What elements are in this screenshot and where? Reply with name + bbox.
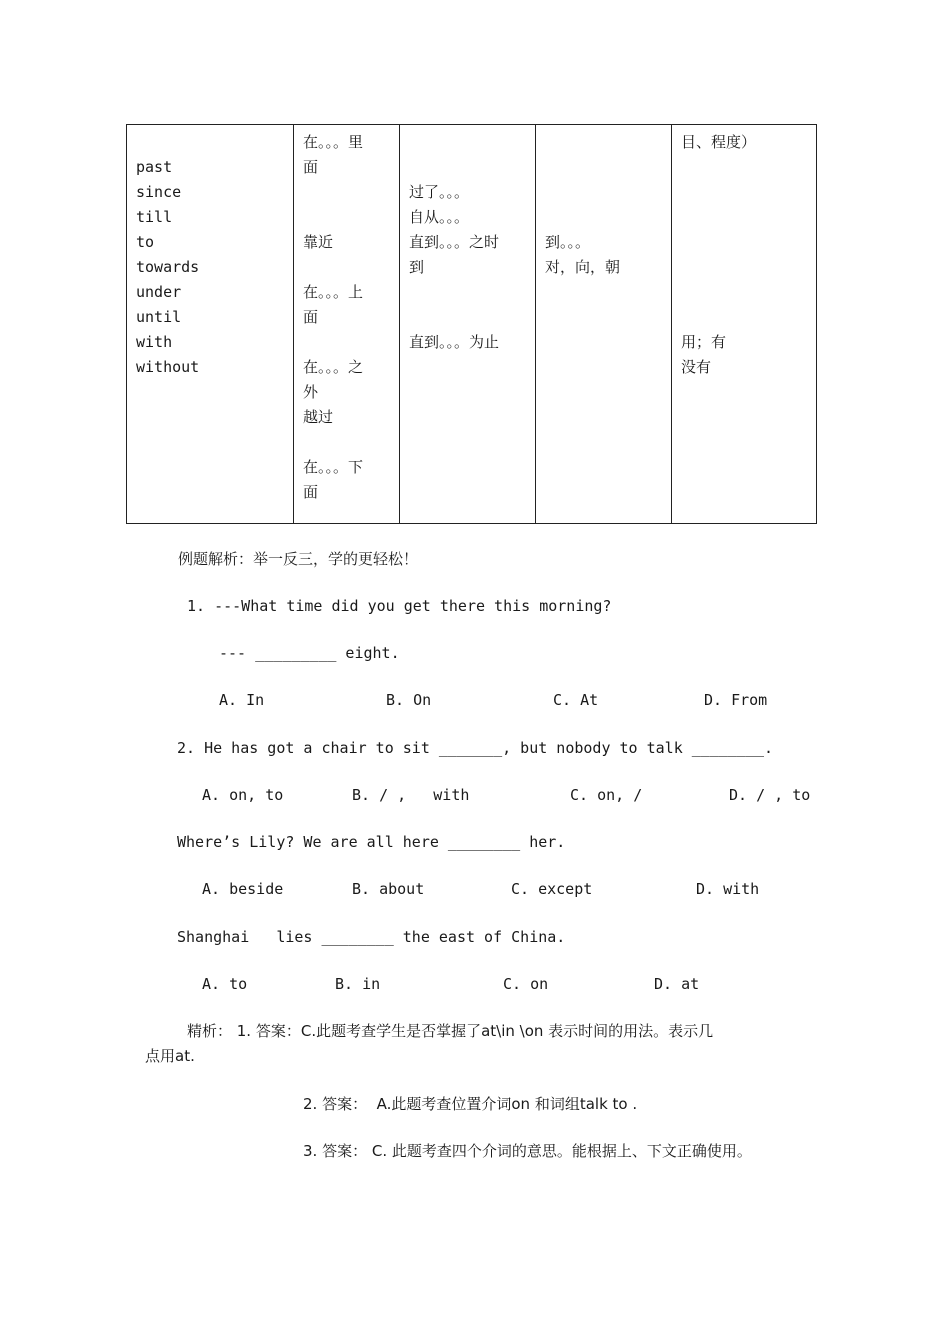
table-cell-line: 目、程度） — [681, 133, 757, 151]
table-cell-line — [681, 205, 812, 230]
question-2-option-a: A. on, to — [202, 786, 284, 804]
table-cell-line: 直到。。。为止 — [409, 333, 500, 351]
table-cell-line: till — [136, 208, 173, 226]
table-cell-line: 在。。。下 — [303, 458, 364, 476]
table-cell-line — [409, 155, 531, 180]
table-cell-line: 到 — [409, 258, 425, 276]
table-cell-line — [545, 180, 667, 205]
section-title: 例题解析：举一反三，学的更轻松！ — [178, 550, 419, 568]
table-cell-line — [681, 180, 812, 205]
table-cell-line: 对，向，朝 — [545, 258, 621, 276]
table-cell-line — [409, 130, 531, 155]
table-cell-line: 在。。。上 — [303, 283, 364, 301]
question-3-option-b: B. about — [352, 880, 425, 898]
table-cell-meanings-position — [294, 125, 400, 524]
table-cell-line — [681, 280, 812, 305]
question-1-reply: --- _________ eight. — [219, 644, 400, 662]
table-cell-line — [681, 305, 812, 330]
question-4-stem: Shanghai lies ________ the east of China. — [177, 928, 566, 946]
table-cell-line — [303, 330, 395, 355]
table-cell-meanings-other — [672, 125, 817, 524]
table-cell-line — [303, 255, 395, 280]
question-1-option-d: D. From — [704, 691, 768, 709]
table-cell-line: 直到。。。之时 — [409, 233, 500, 251]
question-2-option-c: C. on, / — [570, 786, 643, 804]
table-cell-line: under — [136, 283, 182, 301]
table-cell-line — [681, 230, 812, 255]
question-1-stem: 1. ---What time did you get there this morning? — [187, 597, 612, 615]
question-3-option-a: A. beside — [202, 880, 284, 898]
question-2-stem: 2. He has got a chair to sit _______, but nobody to talk ________. — [177, 739, 774, 757]
table-cell-line: 自从。。。 — [409, 208, 470, 226]
table-cell-line: 没有 — [681, 358, 712, 376]
question-4-option-d: D. at — [654, 975, 700, 993]
question-4-option-a: A. to — [202, 975, 248, 993]
table-cell-line — [136, 130, 289, 155]
table-cell-line: 面 — [303, 308, 319, 326]
table-cell-meanings-direction — [536, 125, 672, 524]
table-cell-line — [545, 130, 667, 155]
question-1-option-c: C. At — [553, 691, 599, 709]
table-cell-line: past — [136, 158, 173, 176]
table-cell-line — [303, 430, 395, 455]
table-cell-line: 越过 — [303, 408, 334, 426]
table-cell-line — [681, 255, 812, 280]
table-cell-line — [303, 205, 395, 230]
preposition-table — [126, 124, 817, 524]
question-3-stem: Where’s Lily? We are all here ________ her. — [177, 833, 566, 851]
table-cell-line: 靠近 — [303, 233, 334, 251]
table-cell-line — [409, 280, 531, 305]
analysis-answer-1-line-2: 点用at. — [145, 1047, 195, 1065]
question-2-option-b: B. / , with — [352, 786, 470, 804]
table-cell-line: until — [136, 308, 182, 326]
analysis-answer-1-line-1: 精析： 1. 答案：C.此题考查学生是否掌握了at\in \on 表示时间的用法。表示几 — [187, 1022, 714, 1040]
analysis-answer-2: 2. 答案： A.此题考查位置介词on 和词组talk to . — [303, 1095, 638, 1113]
table-cell-line: without — [136, 358, 200, 376]
question-1-option-a: A. In — [219, 691, 265, 709]
table-cell-line: to — [136, 233, 155, 251]
table-cell-prepositions — [127, 125, 294, 524]
table-cell-line: 过了。。。 — [409, 183, 470, 201]
table-cell-line: with — [136, 333, 173, 351]
question-3-option-c: C. except — [511, 880, 593, 898]
question-4-option-c: C. on — [503, 975, 549, 993]
table-cell-line: 在。。。里 — [303, 133, 364, 151]
table-cell-meanings-time — [400, 125, 536, 524]
table-cell-line — [545, 155, 667, 180]
table-cell-line: 到。。。 — [545, 233, 591, 251]
table-cell-line: 用；有 — [681, 333, 727, 351]
question-3-option-d: D. with — [696, 880, 760, 898]
table-cell-line — [409, 305, 531, 330]
table-cell-line: 在。。。之 — [303, 358, 364, 376]
question-2-option-d: D. / , to — [729, 786, 811, 804]
table-cell-line: 外 — [303, 383, 319, 401]
table-row — [127, 125, 817, 524]
table-cell-line — [303, 180, 395, 205]
table-cell-line: towards — [136, 258, 200, 276]
table-cell-line: 面 — [303, 158, 319, 176]
question-1-option-b: B. On — [386, 691, 432, 709]
table-cell-line — [545, 205, 667, 230]
table-cell-line — [681, 155, 812, 180]
analysis-answer-3: 3. 答案： C. 此题考查四个介词的意思。能根据上、下文正确使用。 — [303, 1142, 752, 1160]
table-cell-line: 面 — [303, 483, 319, 501]
table-cell-line: since — [136, 183, 182, 201]
question-4-option-b: B. in — [335, 975, 381, 993]
